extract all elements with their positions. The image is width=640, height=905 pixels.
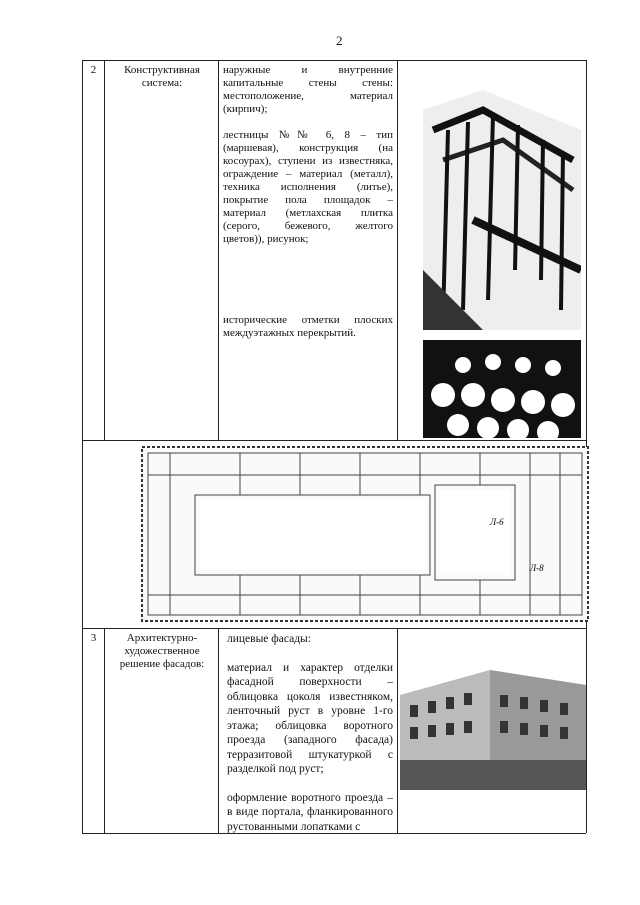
table-row-divider (82, 440, 586, 441)
column-divider (397, 628, 398, 833)
paragraph: оформление воротного проезда – в виде портала, фланкированного рустованными лопатками с (227, 791, 393, 833)
column-divider (218, 628, 219, 833)
row-name: Архитектурно-художественное решение фасадов: (119, 632, 205, 670)
row-number: 2 (90, 64, 97, 76)
column-divider (397, 60, 398, 440)
table-row-divider (82, 628, 586, 629)
table-border-left (82, 60, 83, 833)
staircase-railing-photo (423, 70, 581, 330)
row-description (223, 64, 393, 259)
page-number: 2 (336, 33, 343, 48)
paragraph: наружные и внутренние капитальные стены стены: местоположение, материал (кирпич); (223, 64, 393, 115)
row-description (227, 632, 393, 834)
paragraph: лицевые фасады: (227, 633, 311, 645)
paragraph: лестницы №№ 6, 8 – тип (маршевая), конструкция (на косоурах), ступени из известняка, ограждение – материал (металл), техника исполнения (литье), покрытие пола площадок – материал (метлахская плитка (серого, бежевого, желтого цветов)), рисунок; (223, 129, 393, 245)
floor-tile-photo (423, 340, 581, 438)
row-name: Конструктивная система: (124, 64, 200, 89)
row-number: 3 (90, 632, 97, 644)
column-divider (104, 60, 105, 440)
plan-label: Л-6 (490, 517, 504, 527)
plan-label: Л-8 (530, 563, 544, 573)
column-divider (104, 628, 105, 833)
paragraph: материал и характер отделки фасадной поверхности – облицовка цоколя известняком, ленточный руст в уровне 1-го этажа; облицовка воротного проезда (западного фасада) терразитовой штукатуркой с разделкой под руст; (227, 661, 393, 775)
paragraph: исторические отметки плоских междуэтажных перекрытий. (223, 314, 393, 339)
floor-plan-drawing (140, 445, 590, 623)
column-divider (218, 60, 219, 440)
building-facade-photo (400, 655, 586, 790)
table-border-top (82, 60, 586, 61)
